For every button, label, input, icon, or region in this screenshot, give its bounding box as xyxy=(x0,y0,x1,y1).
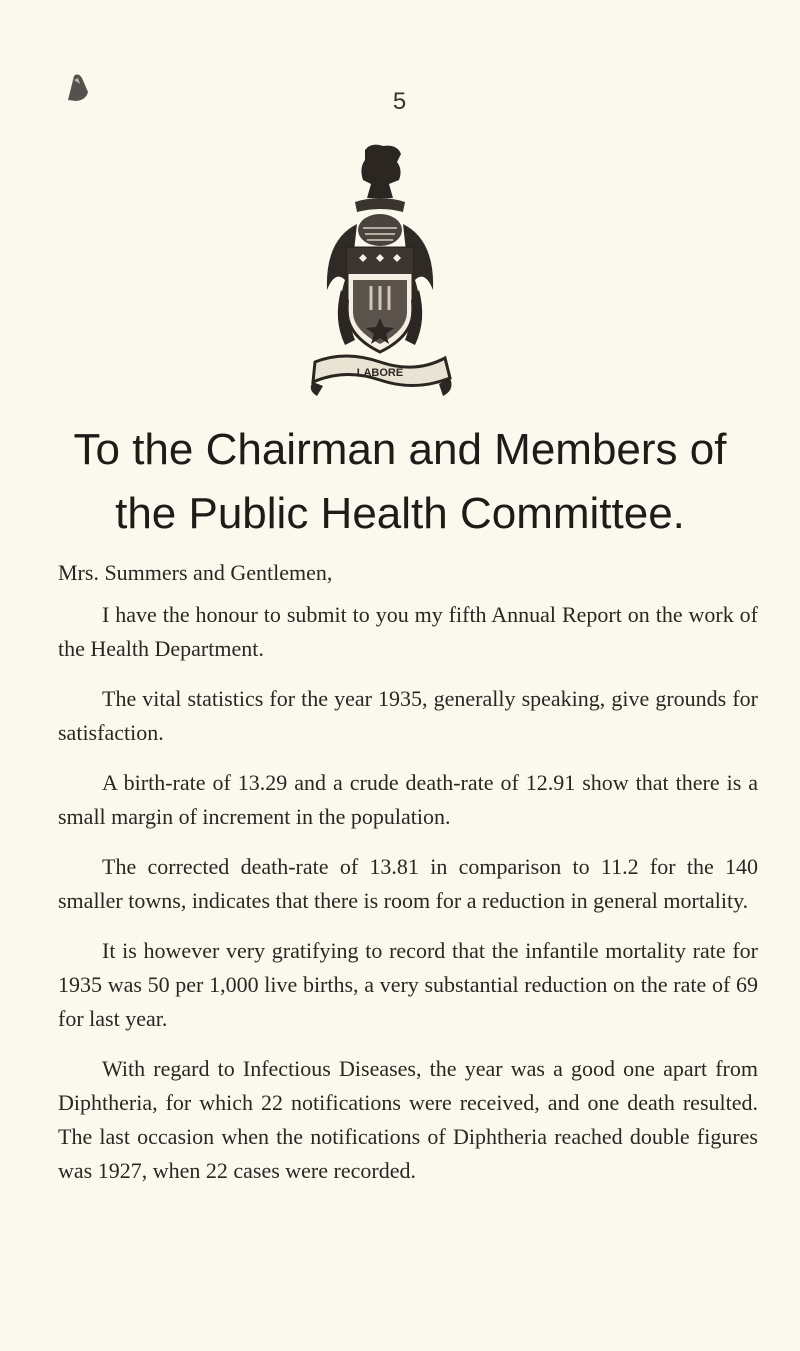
coat-of-arms-icon xyxy=(305,140,455,405)
crest-motto: LABORE xyxy=(356,367,404,379)
page-title xyxy=(0,418,800,546)
paragraph-vital-statistics: The vital statistics for the year 1935, generally speaking, give grounds for satisfaction. xyxy=(58,686,758,745)
paragraph-birth-death-rate: A birth-rate of 13.29 and a crude death-rate of 12.91 show that there is a small margin of increment in the population. xyxy=(58,770,758,829)
letter-body xyxy=(58,556,758,1204)
salutation: Mrs. Summers and Gentlemen, xyxy=(58,560,333,585)
paragraph-report-intro: I have the honour to submit to you my fifth Annual Report on the work of the Health Department. xyxy=(58,602,758,661)
paragraph-corrected-death-rate: The corrected death-rate of 13.81 in comparison to 11.2 for the 140 smaller towns, indicates that there is room for a reduction in general mortality. xyxy=(58,854,758,913)
paragraph-infantile-mortality: It is however very gratifying to record that the infantile mortality rate for 1935 was 50 per 1,000 live births, a very substantial reduction on the rate of 69 for last year. xyxy=(58,938,758,1031)
page-number: 5 xyxy=(392,88,408,115)
title-line-1: To the Chairman and Members of xyxy=(73,425,727,474)
title-line-2: the Public Health Committee. xyxy=(115,489,685,538)
paragraph-infectious-diseases: With regard to Infectious Diseases, the year was a good one apart from Diphtheria, for which 22 notifications were received, and one death resulted. The last occasion when the notifications of Diphtheria reached double figures was 1927, when 22 cases were recorded. xyxy=(58,1056,758,1183)
